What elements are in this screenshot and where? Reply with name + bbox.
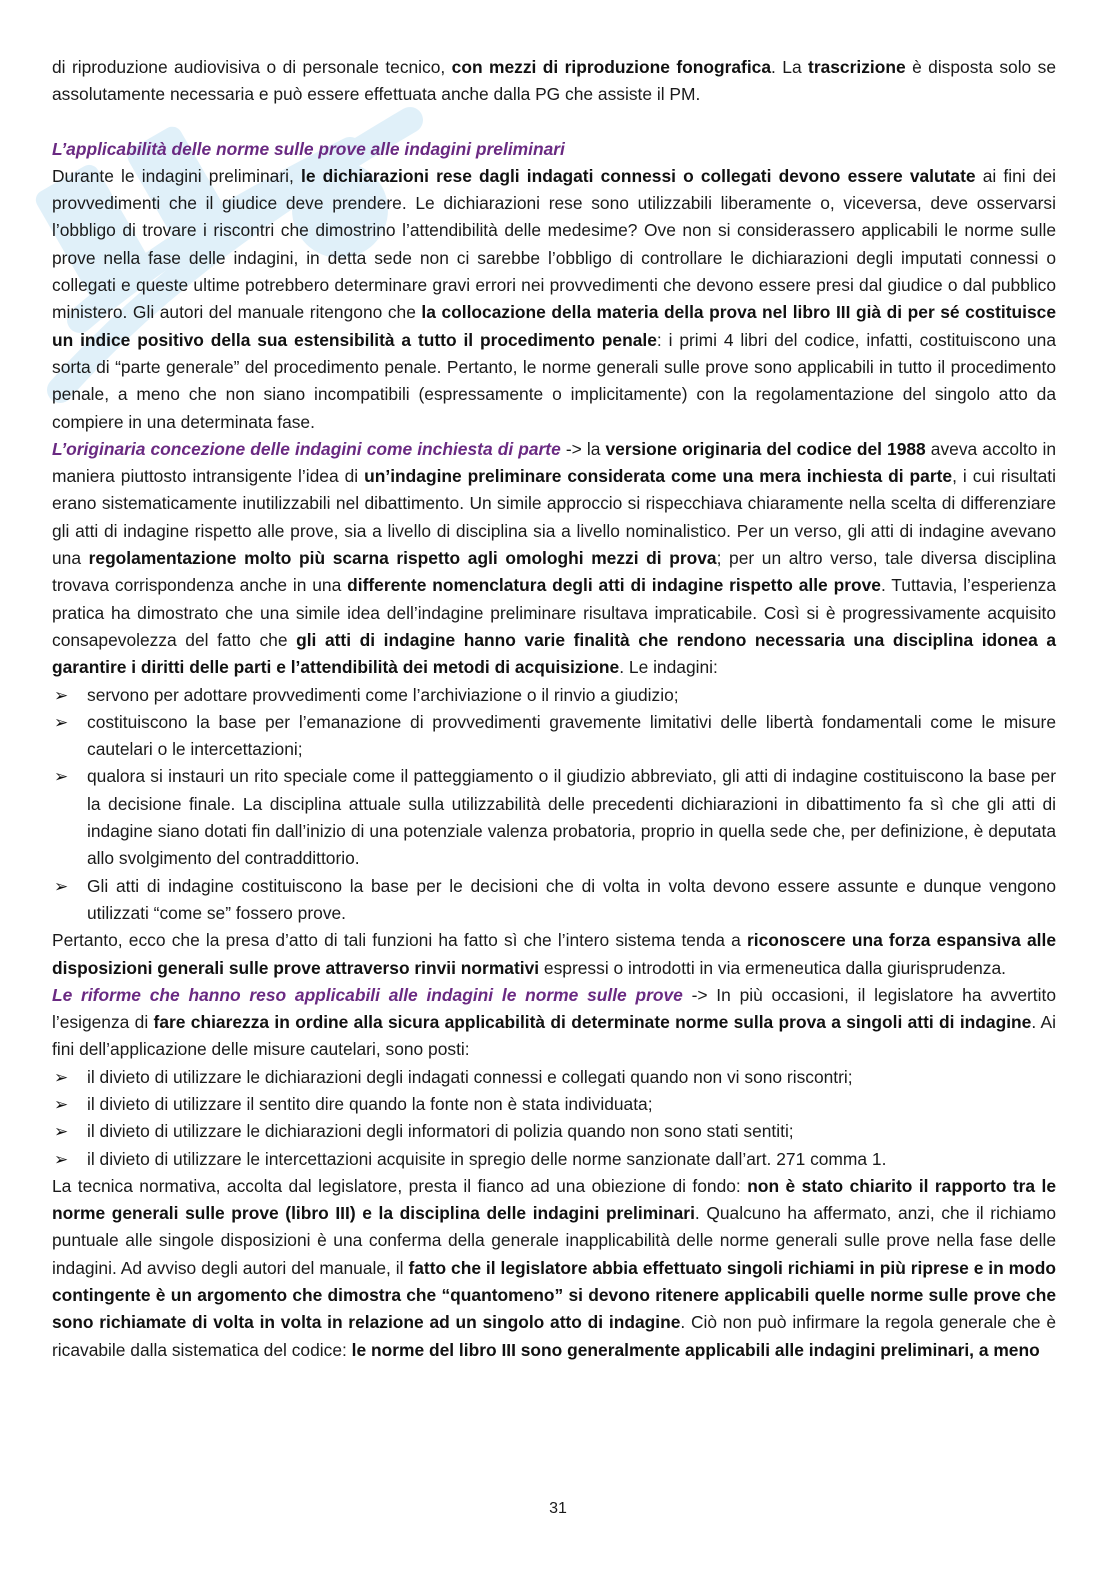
list-item: ➢ costituiscono la base per l’emanazione di provvedimenti gravemente limitativi delle libertà fondamentali come le misure cautelari o le intercettazioni; — [52, 709, 1056, 764]
bold-text: gli atti di indagine hanno varie finalità che rendono necessaria una disciplina idonea a garantire i diritti delle parti e l’attendibilità dei metodi di acquisizione — [52, 629, 1056, 678]
arrowhead-bullet-icon: ➢ — [54, 712, 69, 732]
bold-text: con mezzi di riproduzione fonografica — [451, 57, 772, 77]
bullet-list-divieti — [52, 1064, 1056, 1173]
paragraph-originaria-concezione: L’originaria concezione delle indagini come inchiesta di parte -> la versione originaria del codice del 1988 aveva accolto in maniera piuttosto intransigente l’idea di un’indagine preliminare considerata come una mera inchiesta di parte, i cui risultati erano sistematicamente inutilizzabili nel dibattimento. Un simile approccio si rispecchiava chiaramente nella scelta di differenziare gli atti di indagine rispetto alle prove, sia a livello di disciplina sia a livello nominalistico. Per un verso, gli atti di indagine avevano una regolamentazione molto più scarna rispetto agli omologhi mezzi di prova; per un altro verso, tale diversa disciplina trovava corrispondenza anche in una differente nomenclatura degli atti di indagine rispetto alle prove. Tuttavia, l’esperienza pratica ha dimostrato che una simile idea dell’indagine preliminare risultava impraticabile. Così si è progressivamente acquisito consapevolezza del fatto che gli atti di indagine hanno varie finalità che rendono necessaria una disciplina idonea a garantire i diritti delle parti e l’attendibilità dei metodi di acquisizione. Le indagini: — [52, 438, 1057, 678]
inline-heading: L’originaria concezione delle indagini come inchiesta di parte — [52, 438, 561, 459]
bold-text: la collocazione della materia della prova nel libro III già di per sé costituisce un indice positivo della sua estensibilità a tutto il procedimento penale — [52, 302, 1056, 350]
bold-text: riconoscere una forza espansiva alle disposizioni generali sulle prove attraverso rinvii normativi — [52, 930, 1056, 978]
bold-text: le dichiarazioni rese dagli indagati connessi o collegati devono essere valutate — [301, 165, 976, 186]
list-item: ➢ il divieto di utilizzare le dichiarazioni degli indagati connessi e collegati quando non vi sono riscontri; — [52, 1064, 1056, 1091]
section-heading-applicabilita — [52, 136, 1056, 163]
bold-text: trascrizione — [808, 57, 906, 77]
document-page — [52, 54, 1056, 1364]
arrowhead-bullet-icon: ➢ — [54, 1149, 69, 1169]
list-item: ➢ il divieto di utilizzare le intercettazioni acquisite in spregio delle norme sanzionate dall’art. 271 comma 1. — [52, 1146, 1056, 1173]
paragraph-tecnica-normativa: La tecnica normativa, accolta dal legislatore, presta il fianco ad una obiezione di fondo: non è stato chiarito il rapporto tra le norme generali sulle prove (libro III) e la disciplina delle indagini preliminari. Qualcuno ha affermato, anzi, che il richiamo puntuale alle singole disposizioni è una conferma della generale inapplicabilità delle norme generali sulle prove nella fase delle indagini. Ad avviso degli autori del manuale, il fatto che il legislatore abbia effettuato singoli richiami in più riprese e in modo contingente è un argomento che dimostra che “quantomeno” si devono ritenere applicabili quelle norme sulle prove che sono richiamate di volta in volta in relazione ad un singolo atto di indagine. Ciò non può infirmare la regola generale che è ricavabile dalla sistematica del codice: le norme del libro III sono generalmente applicabili alle indagini preliminari, a meno — [52, 1175, 1056, 1360]
paragraph-forza-espansiva: Pertanto, ecco che la presa d’atto di tali funzioni ha fatto sì che l’intero sistema tenda a riconoscere una forza espansiva alle disposizioni generali sulle prove attraverso rinvii normativi espressi o introdotti in via ermeneutica dalla giurisprudenza. — [52, 930, 1056, 978]
arrowhead-bullet-icon: ➢ — [54, 1122, 69, 1142]
arrowhead-bullet-icon: ➢ — [54, 876, 69, 896]
arrowhead-bullet-icon: ➢ — [54, 1067, 69, 1087]
bold-text: un’indagine preliminare considerata come una mera inchiesta di parte — [364, 466, 953, 487]
bold-text: non è stato chiarito il rapporto tra le norme generali sulle prove (libro III) e la disciplina delle indagini preliminari — [52, 1175, 1056, 1224]
paragraph-riforme: Le riforme che hanno reso applicabili alle indagini le norme sulle prove -> In più occasioni, il legislatore ha avvertito l’esigenza di fare chiarezza in ordine alla sicura applicabilità di determinate norme sulla prova a singoli atti di indagine. Ai fini dell’applicazione delle misure cautelari, sono posti: — [52, 984, 1056, 1060]
bold-text: fatto che il legislatore abbia effettuato singoli richiami in più riprese e in modo contingente è un argomento che dimostra che “quantomeno” si devono ritenere applicabili quelle norme sulle prove che sono richiamate di volta in volta in relazione ad un singolo atto di indagine — [52, 1257, 1056, 1333]
section-heading: L’applicabilità delle norme sulle prove alle indagini preliminari — [52, 138, 565, 159]
arrowhead-bullet-icon: ➢ — [54, 685, 69, 705]
list-item: ➢ servono per adottare provvedimenti come l’archiviazione o il rinvio a giudizio; — [52, 682, 1056, 709]
bold-text: regolamentazione molto più scarna rispetto agli omologhi mezzi di prova — [88, 548, 717, 569]
list-item: ➢ il divieto di utilizzare le dichiarazioni degli informatori di polizia quando non sono stati sentiti; — [52, 1118, 1056, 1145]
bold-text: fare chiarezza in ordine alla sicura applicabilità di determinate norme sulla prova a singoli atti di indagine — [153, 1012, 1032, 1033]
list-item: ➢ il divieto di utilizzare il sentito dire quando la fonte non è stata individuata; — [52, 1091, 1056, 1118]
page-number: 31 — [549, 1500, 567, 1517]
list-item: ➢ Gli atti di indagine costituiscono la base per le decisioni che di volta in volta devono essere assunte e dunque vengono utilizzati “come se” fossero prove. — [52, 873, 1056, 928]
inline-heading: Le riforme che hanno reso applicabili alle indagini le norme sulle prove — [52, 984, 683, 1005]
bold-text: le norme del libro III sono generalmente applicabili alle indagini preliminari, a meno — [351, 1339, 1040, 1360]
list-item: ➢ qualora si instauri un rito speciale come il patteggiamento o il giudizio abbreviato, gli atti di indagine costituiscono la base per la decisione finale. La disciplina attuale sulla utilizzabilità delle precedenti dichiarazioni in dibattimento fa sì che gli atti di indagine siano dotati fin dall’inizio di una potenziale valenza probatoria, proprio in quella sede che, per definizione, è deputata allo svolgimento del contraddittorio. — [52, 763, 1056, 872]
bullet-list-indagini — [52, 682, 1056, 928]
arrowhead-bullet-icon: ➢ — [54, 767, 69, 787]
paragraph-applicabilita: Durante le indagini preliminari, le dichiarazioni rese dagli indagati connessi o collegati devono essere valutate ai fini dei provvedimenti che il giudice deve prendere. Le dichiarazioni rese sono utilizzabili liberamente o, viceversa, deve osservarsi l’obbligo di trovare i riscontri che dimostrino l’attendibilità delle medesime? Ove non si considerassero applicabili le norme sulle prove nella fase delle indagini, in detta sede non ci sarebbe l’obbligo di controllare le dichiarazioni degli imputati connessi o collegati e queste ultime potrebbero determinare gravi errori nei provvedimenti che devono essere presi dal giudice o dal pubblico ministero. Gli autori del manuale ritengono che la collocazione della materia della prova nel libro III già di per sé costituisce un indice positivo della sua estensibilità a tutto il procedimento penale: i primi 4 libri del codice, infatti, costituiscono una sorta di “parte generale” del procedimento penale. Pertanto, le norme generali sulle prove sono applicabili in tutto il procedimento penale, a meno che non siano incompatibili (espressamente o implicitamente) con la regolamentazione del singolo atto da compiere in una determinata fase. — [52, 165, 1056, 432]
bold-text: differente nomenclatura degli atti di indagine rispetto alle prove — [347, 575, 881, 596]
arrowhead-bullet-icon: ➢ — [54, 1094, 69, 1114]
bold-text: versione originaria del codice del 1988 — [605, 438, 926, 459]
paragraph-intro: di riproduzione audiovisiva o di personale tecnico, con mezzi di riproduzione fonografica. La trascrizione è disposta solo se assolutamente necessaria e può essere effettuata anche dalla PG che assiste il PM. — [52, 57, 1057, 105]
